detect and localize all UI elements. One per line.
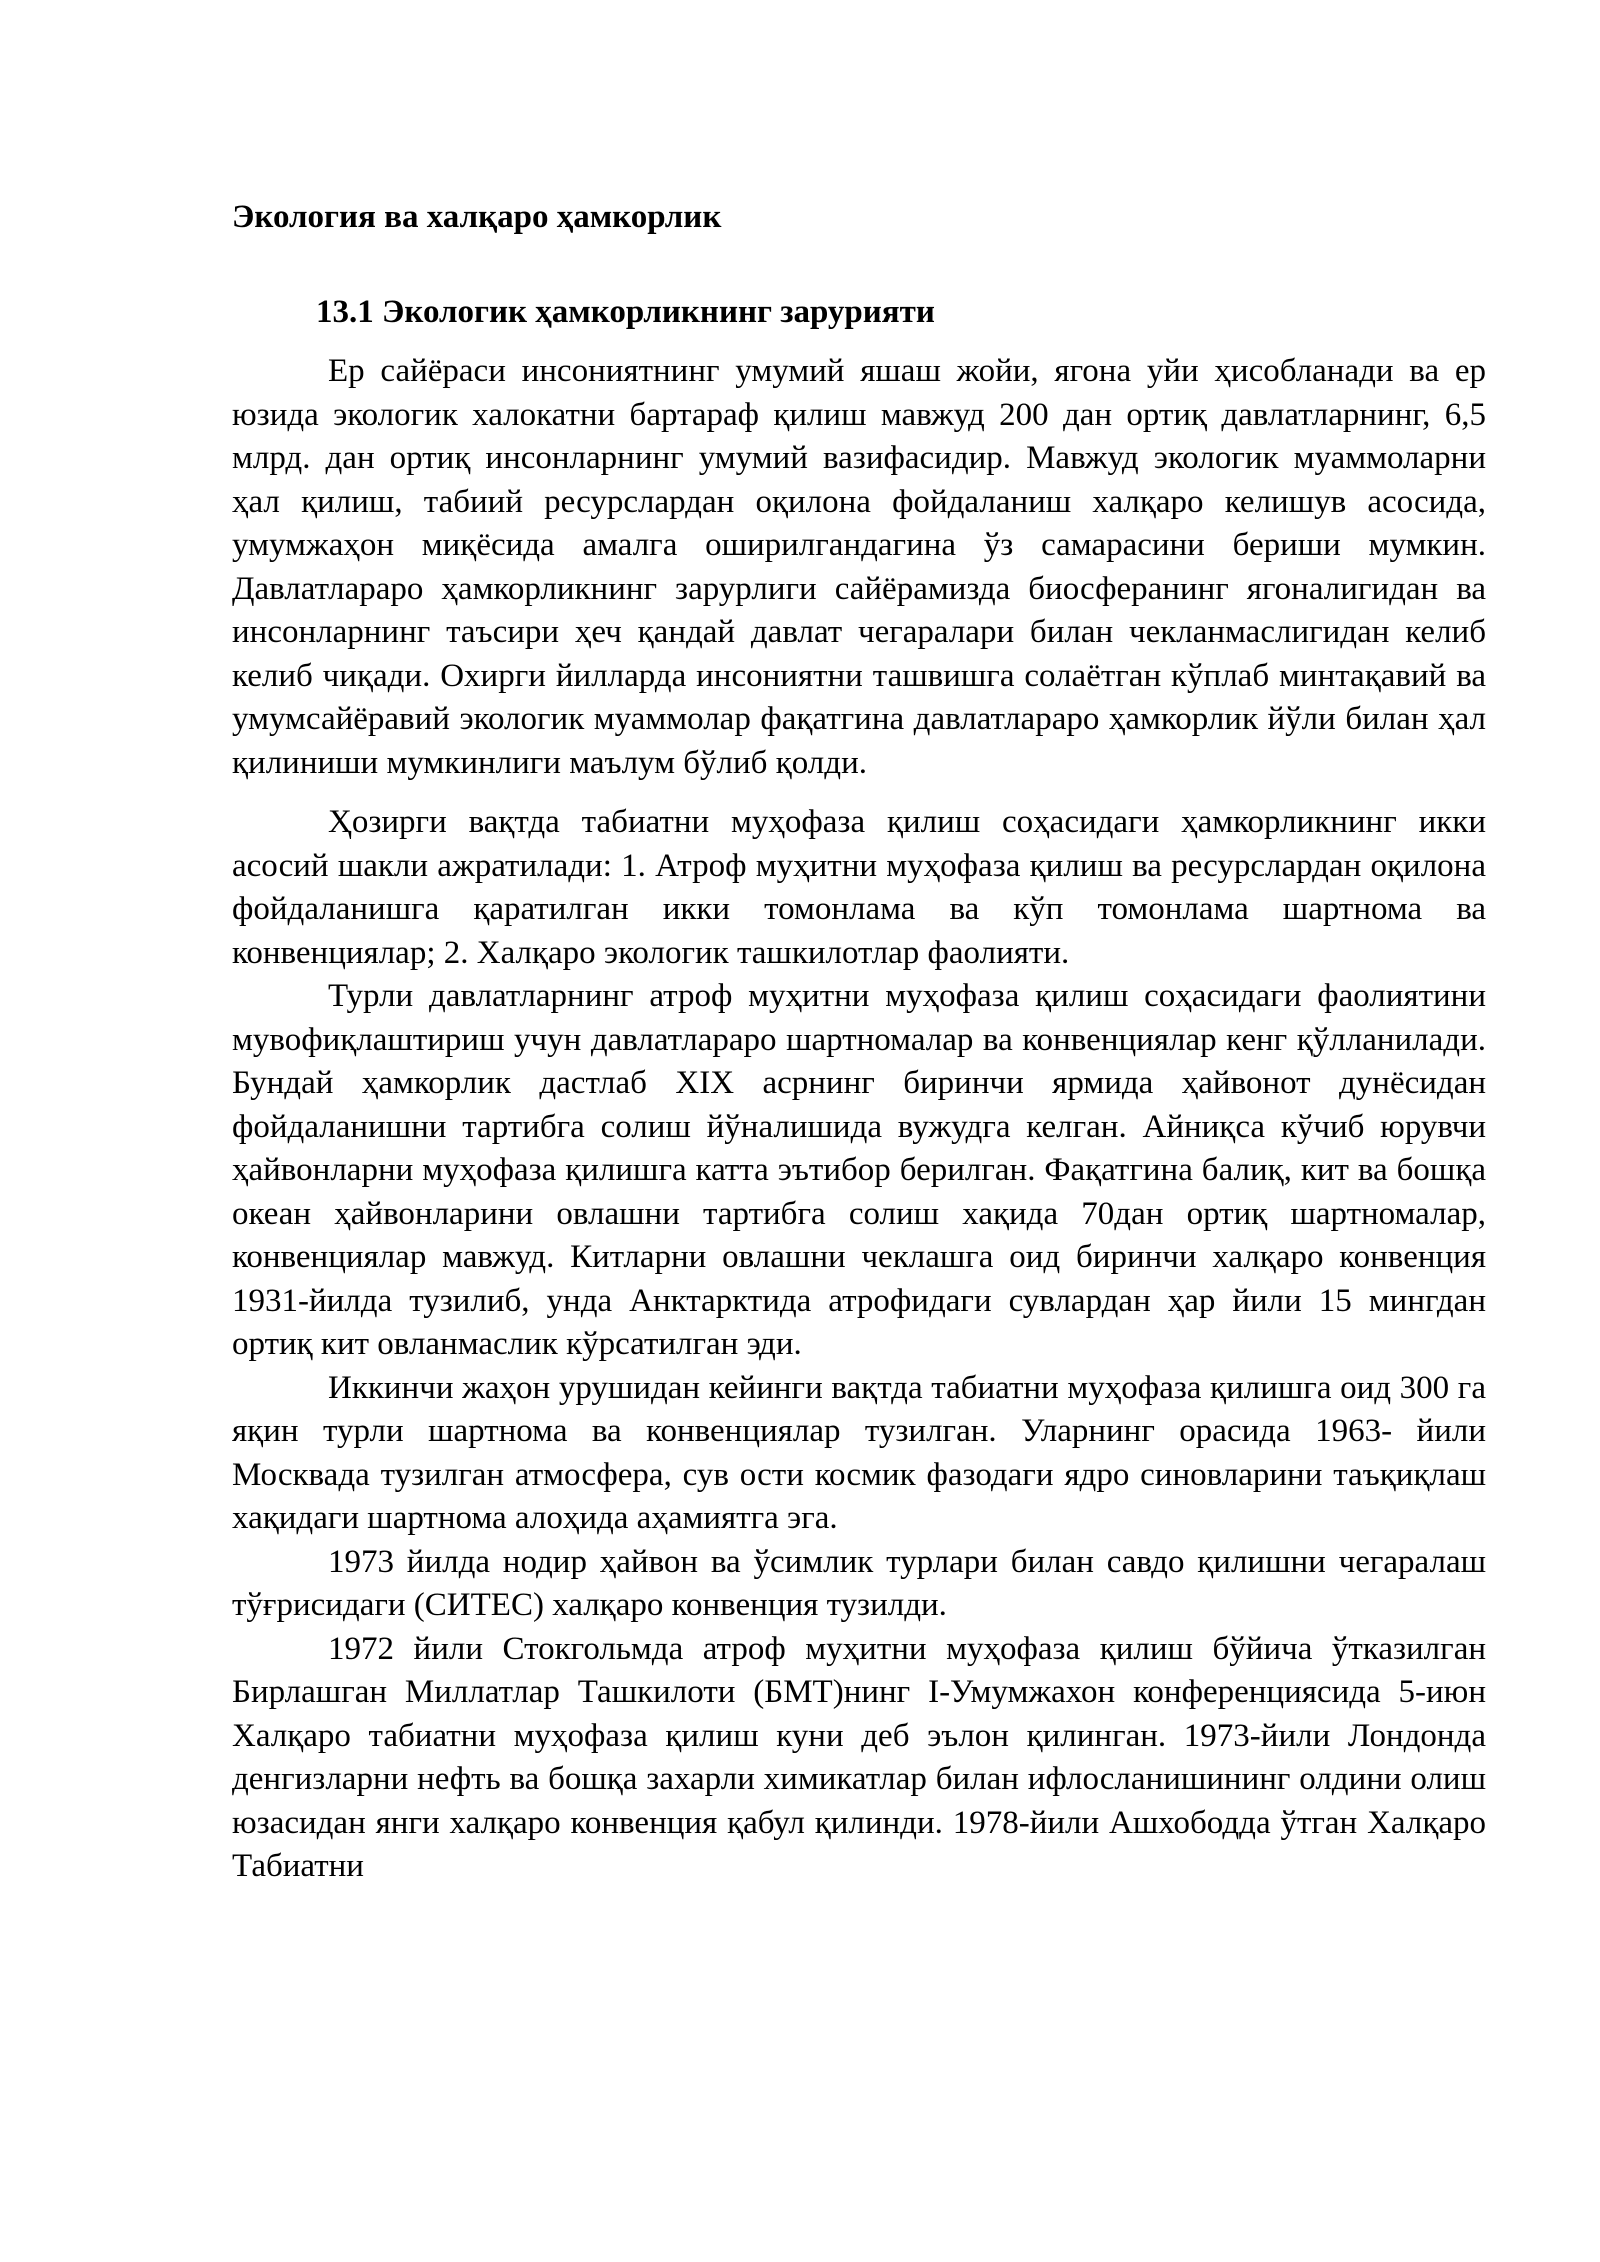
paragraph-1: Ер сайёраси инсониятнинг умумий яшаш жойи, ягона уйи ҳисобланади ва ер юзида экологик халокатни бартараф қилиш мавжуд 200 дан ортиқ давлатларнинг, 6,5 млрд. дан ортиқ инсонларнинг умумий вазифасидир. Мавжуд экологик муаммоларни ҳал қилиш, табиий ресурслардан оқилона фойдаланиш халқаро келишув асосида, умумжаҳон миқёсида амалга оширилгандагина ўз самарасини бериши мумкин. Давлатлараро ҳамкорликнинг зарурлиги сайёрамизда биосферанинг ягоналигидан ва инсонларнинг таъсири ҳеч қандай давлат чегаралари билан чекланмаслигидан келиб келиб чиқади. Охирги йилларда инсониятни ташвишга солаётган кўплаб минтақавий ва умумсайёравий экологик муаммолар фақатгина давлатлараро ҳамкорлик йўли билан ҳал қилиниши мумкинлиги маълум бўлиб қолди. [232, 353, 1486, 781]
section-heading: 13.1 Экологик ҳамкорликнинг зарурияти [316, 294, 935, 330]
paragraph-4: Иккинчи жаҳон урушидан кейинги вақтда табиатни муҳофаза қилишга оид 300 га яқин турли шартнома ва конвенциялар тузилган. Уларнинг орасида 1963- йили Москвада тузилган атмосфера, сув ости космик фазодаги ядро синовларини таъқиқлаш хақидаги шартнома алоҳида аҳамиятга эга. [232, 1369, 1486, 1536]
document-body [232, 196, 1486, 1889]
paragraph-2: Ҳозирги вақтда табиатни муҳофаза қилиш соҳасидаги ҳамкорликнинг икки асосий шакли ажратилади: 1. Атроф муҳитни муҳофаза қилиш ва ресурслардан оқилона фойдаланишга қаратилган икки томонлама ва кўп томонлама шартнома ва конвенциялар; 2. Халқаро экологик ташкилотлар фаолияти. [232, 804, 1486, 971]
paragraph-3: Турли давлатларнинг атроф муҳитни муҳофаза қилиш соҳасидаги фаолиятини мувофиқлаштириш учун давлатлараро шартномалар ва конвенциялар кенг қўлланилади. Бундай ҳамкорлик дастлаб XIX асрнинг биринчи ярмида ҳайвонот дунёсидан фойдаланишни тартибга солиш йўналишида вужудга келган. Айниқса кўчиб юрувчи ҳайвонларни муҳофаза қилишга катта эътибор берилган. Фақатгина балиқ, кит ва бошқа океан ҳайвонларини овлашни тартибга солиш хақида 70дан ортиқ шартномалар, конвенциялар мавжуд. Китларни овлашни чеклашга оид биринчи халқаро конвенция 1931-йилда тузилиб, унда Анктарктида атрофидаги сувлардан ҳар йили 15 мингдан ортиқ кит овланмаслик кўрсатилган эди. [232, 978, 1486, 1362]
document-title: Экология ва халқаро ҳамкорлик [232, 199, 722, 235]
paragraph-6: 1972 йили Стокгольмда атроф муҳитни муҳофаза қилиш бўйича ўтказилган Бирлашган Миллатлар Ташкилоти (БМТ)нинг I-Умумжахон конференциясида 5-июн Халқаро табиатни муҳофаза қилиш куни деб эълон қилинган. 1973-йили Лондонда денгизларни нефть ва бошқа захарли химикатлар билан ифлосланишининг олдини олиш юзасидан янги халқаро конвенция қабул қилинди. 1978-йили Ашхободда ўтган Халқаро Табиатни [232, 1630, 1486, 1884]
paragraph-5: 1973 йилда нодир ҳайвон ва ўсимлик турлари билан савдо қилишни чегаралаш тўғрисидаги (СИТЕС) халқаро конвенция тузилди. [232, 1543, 1486, 1623]
